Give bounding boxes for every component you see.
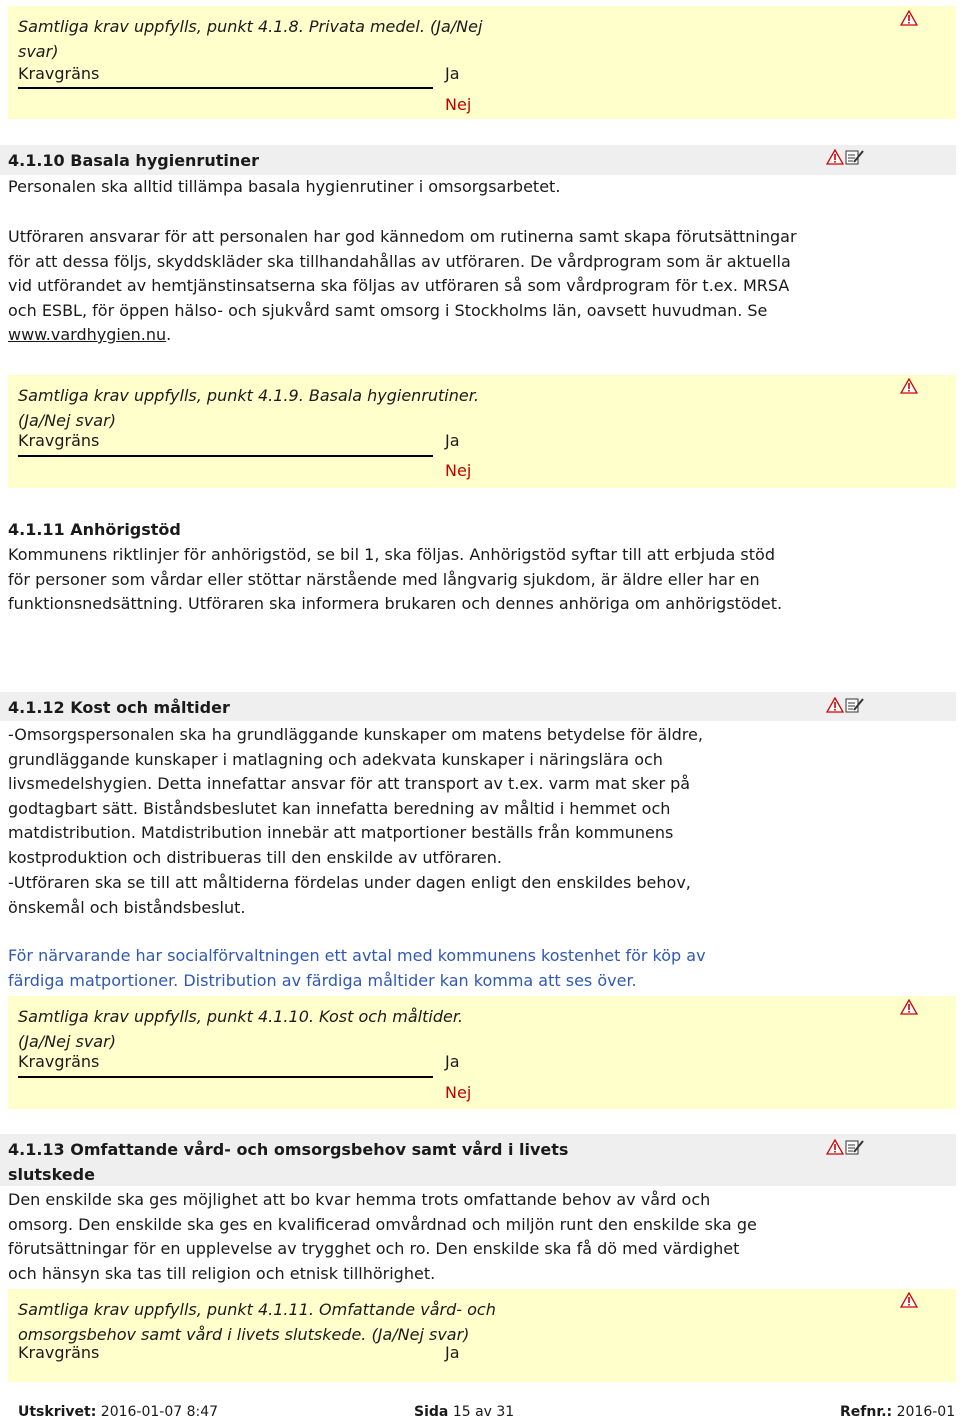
edit-icon[interactable] <box>845 149 865 165</box>
warning-icon <box>900 378 918 394</box>
answer-no[interactable]: Nej <box>445 95 472 114</box>
paragraph-text-end: . <box>166 325 172 344</box>
section-number: 4.1.10 <box>8 151 65 170</box>
warning-icon <box>826 149 844 165</box>
section-title: Anhörigstöd <box>70 520 181 539</box>
footer-printed <box>18 1404 218 1420</box>
section-heading-4-1-10 <box>0 145 956 175</box>
footer-page-value: 15 av 31 <box>452 1404 515 1420</box>
answer-no[interactable]: Nej <box>445 1083 472 1102</box>
section-paragraph: Personalen ska alltid tillämpa basala hygienrutiner i omsorgsarbetet. <box>8 177 561 196</box>
section-heading-4-1-12 <box>0 692 956 721</box>
vardhygien-link[interactable]: www.vardhygien.nu <box>8 325 167 344</box>
footer-ref-value: 2016-01 <box>896 1404 956 1420</box>
section-paragraph: -Omsorgspersonalen ska ha grundläggande kunskaper om matens betydelse för äldre, grundläggande kunskaper i matlagning och adekvata kunskaper i näringslära och livsmedelshygien. Detta innefattar ansvar för att transport av t.ex. varm mat sker på godtagbart sätt. Biståndsbeslutet kan innefatta beredning av måltid i hemmet och matdistribution. Matdistribution innebär att matportioner beställs från kommunens kostproduktion och distribueras till den enskilde av utföraren. <box>8 725 703 867</box>
answer-no[interactable]: Nej <box>445 461 472 480</box>
requirement-text: Samtliga krav uppfylls, punkt 4.1.10. Kost och måltider. (Ja/Nej svar) <box>18 1007 464 1051</box>
footer-ref <box>840 1404 955 1420</box>
answer-yes[interactable]: Ja <box>445 64 460 83</box>
footer-page <box>414 1404 514 1420</box>
section-icons <box>826 149 865 165</box>
footer-printed-label: Utskrivet: <box>18 1404 97 1420</box>
section-note: För närvarande har socialförvaltningen ett avtal med kommunens kostenhet för köp av färdiga matportioner. Distribution av färdiga måltider kan komma att ses över. <box>8 946 706 990</box>
paragraph-text: Utföraren ansvarar för att personalen har god kännedom om rutinerna samt skapa förutsättningar för att dessa följs, skyddskläder ska tillhandahållas av utföraren. De vårdprogram som är aktuella vid utförandet av hemtjänstinsatserna ska följas av utföraren så som vårdprogram för t.ex. MRSA och ESBL, för öppen hälso- och sjukvård samt omsorg i Stockholms län, oavsett huvudman. Se <box>8 227 797 320</box>
requirement-text: Samtliga krav uppfylls, punkt 4.1.8. Privata medel. (Ja/Nej svar) <box>18 17 483 61</box>
edit-icon[interactable] <box>845 697 865 713</box>
warning-icon <box>900 999 918 1015</box>
requirement-box-4-1-8 <box>8 6 956 119</box>
edit-icon[interactable] <box>845 1139 865 1155</box>
requirement-limit-label: Kravgräns <box>18 1052 100 1071</box>
answer-yes[interactable]: Ja <box>445 1052 460 1071</box>
requirement-limit-label: Kravgräns <box>18 431 100 450</box>
section-title: Omfattande vård- och omsorgsbehov samt vård i livets slutskede <box>8 1140 569 1184</box>
page-footer <box>0 1404 960 1421</box>
footer-ref-label: Refnr.: <box>840 1404 893 1420</box>
section-title: Kost och måltider <box>70 698 230 717</box>
answer-yes[interactable]: Ja <box>445 1343 460 1362</box>
footer-page-label: Sida <box>414 1404 449 1420</box>
warning-icon <box>900 10 918 26</box>
section-icons <box>826 1139 865 1155</box>
warning-icon <box>900 1292 918 1308</box>
section-paragraph: Den enskilde ska ges möjlighet att bo kvar hemma trots omfattande behov av vård och omsorg. Den enskilde ska ges en kvalificerad omvårdnad och miljön runt den enskilde ska ge förutsättningar för en upplevelse av trygghet och ro. Den enskilde ska få dö med värdighet och hänsyn ska tas till religion och etnisk tillhörighet. <box>8 1190 757 1283</box>
section-title: Basala hygienrutiner <box>70 151 259 170</box>
requirement-box-4-1-9 <box>8 375 956 488</box>
section-number: 4.1.12 <box>8 698 65 717</box>
requirement-text: Samtliga krav uppfylls, punkt 4.1.9. Basala hygienrutiner. (Ja/Nej svar) <box>18 386 479 430</box>
requirement-answer-line <box>18 455 433 457</box>
warning-icon <box>826 1139 844 1155</box>
section-number: 4.1.13 <box>8 1140 65 1159</box>
section-heading-4-1-11 <box>0 514 956 542</box>
section-paragraph <box>8 225 798 348</box>
footer-printed-value: 2016-01-07 8:47 <box>100 1404 219 1420</box>
section-number: 4.1.11 <box>8 520 65 539</box>
warning-icon <box>826 697 844 713</box>
requirement-limit-label: Kravgräns <box>18 1343 100 1362</box>
requirement-answer-line <box>18 1076 433 1078</box>
requirement-box-4-1-10 <box>8 996 956 1109</box>
requirement-box-4-1-11 <box>8 1289 956 1382</box>
section-paragraph: Kommunens riktlinjer för anhörigstöd, se bil 1, ska följas. Anhörigstöd syftar till att erbjuda stöd för personer som vårdar eller stöttar närstående med långvarig sjukdom, är äldre eller har en funktionsnedsättning. Utföraren ska informera brukaren och dennes anhöriga om anhörigstödet. <box>8 545 783 613</box>
section-icons <box>826 697 865 713</box>
section-heading-4-1-13 <box>0 1134 956 1186</box>
requirement-text: Samtliga krav uppfylls, punkt 4.1.11. Omfattande vård- och omsorgsbehov samt vård i livets slutskede. (Ja/Nej svar) <box>18 1300 496 1344</box>
answer-yes[interactable]: Ja <box>445 431 460 450</box>
requirement-answer-line <box>18 87 433 89</box>
section-paragraph: -Utföraren ska se till att måltiderna fördelas under dagen enligt den enskildes behov, önskemål och biståndsbeslut. <box>8 873 691 917</box>
requirement-limit-label: Kravgräns <box>18 64 100 83</box>
